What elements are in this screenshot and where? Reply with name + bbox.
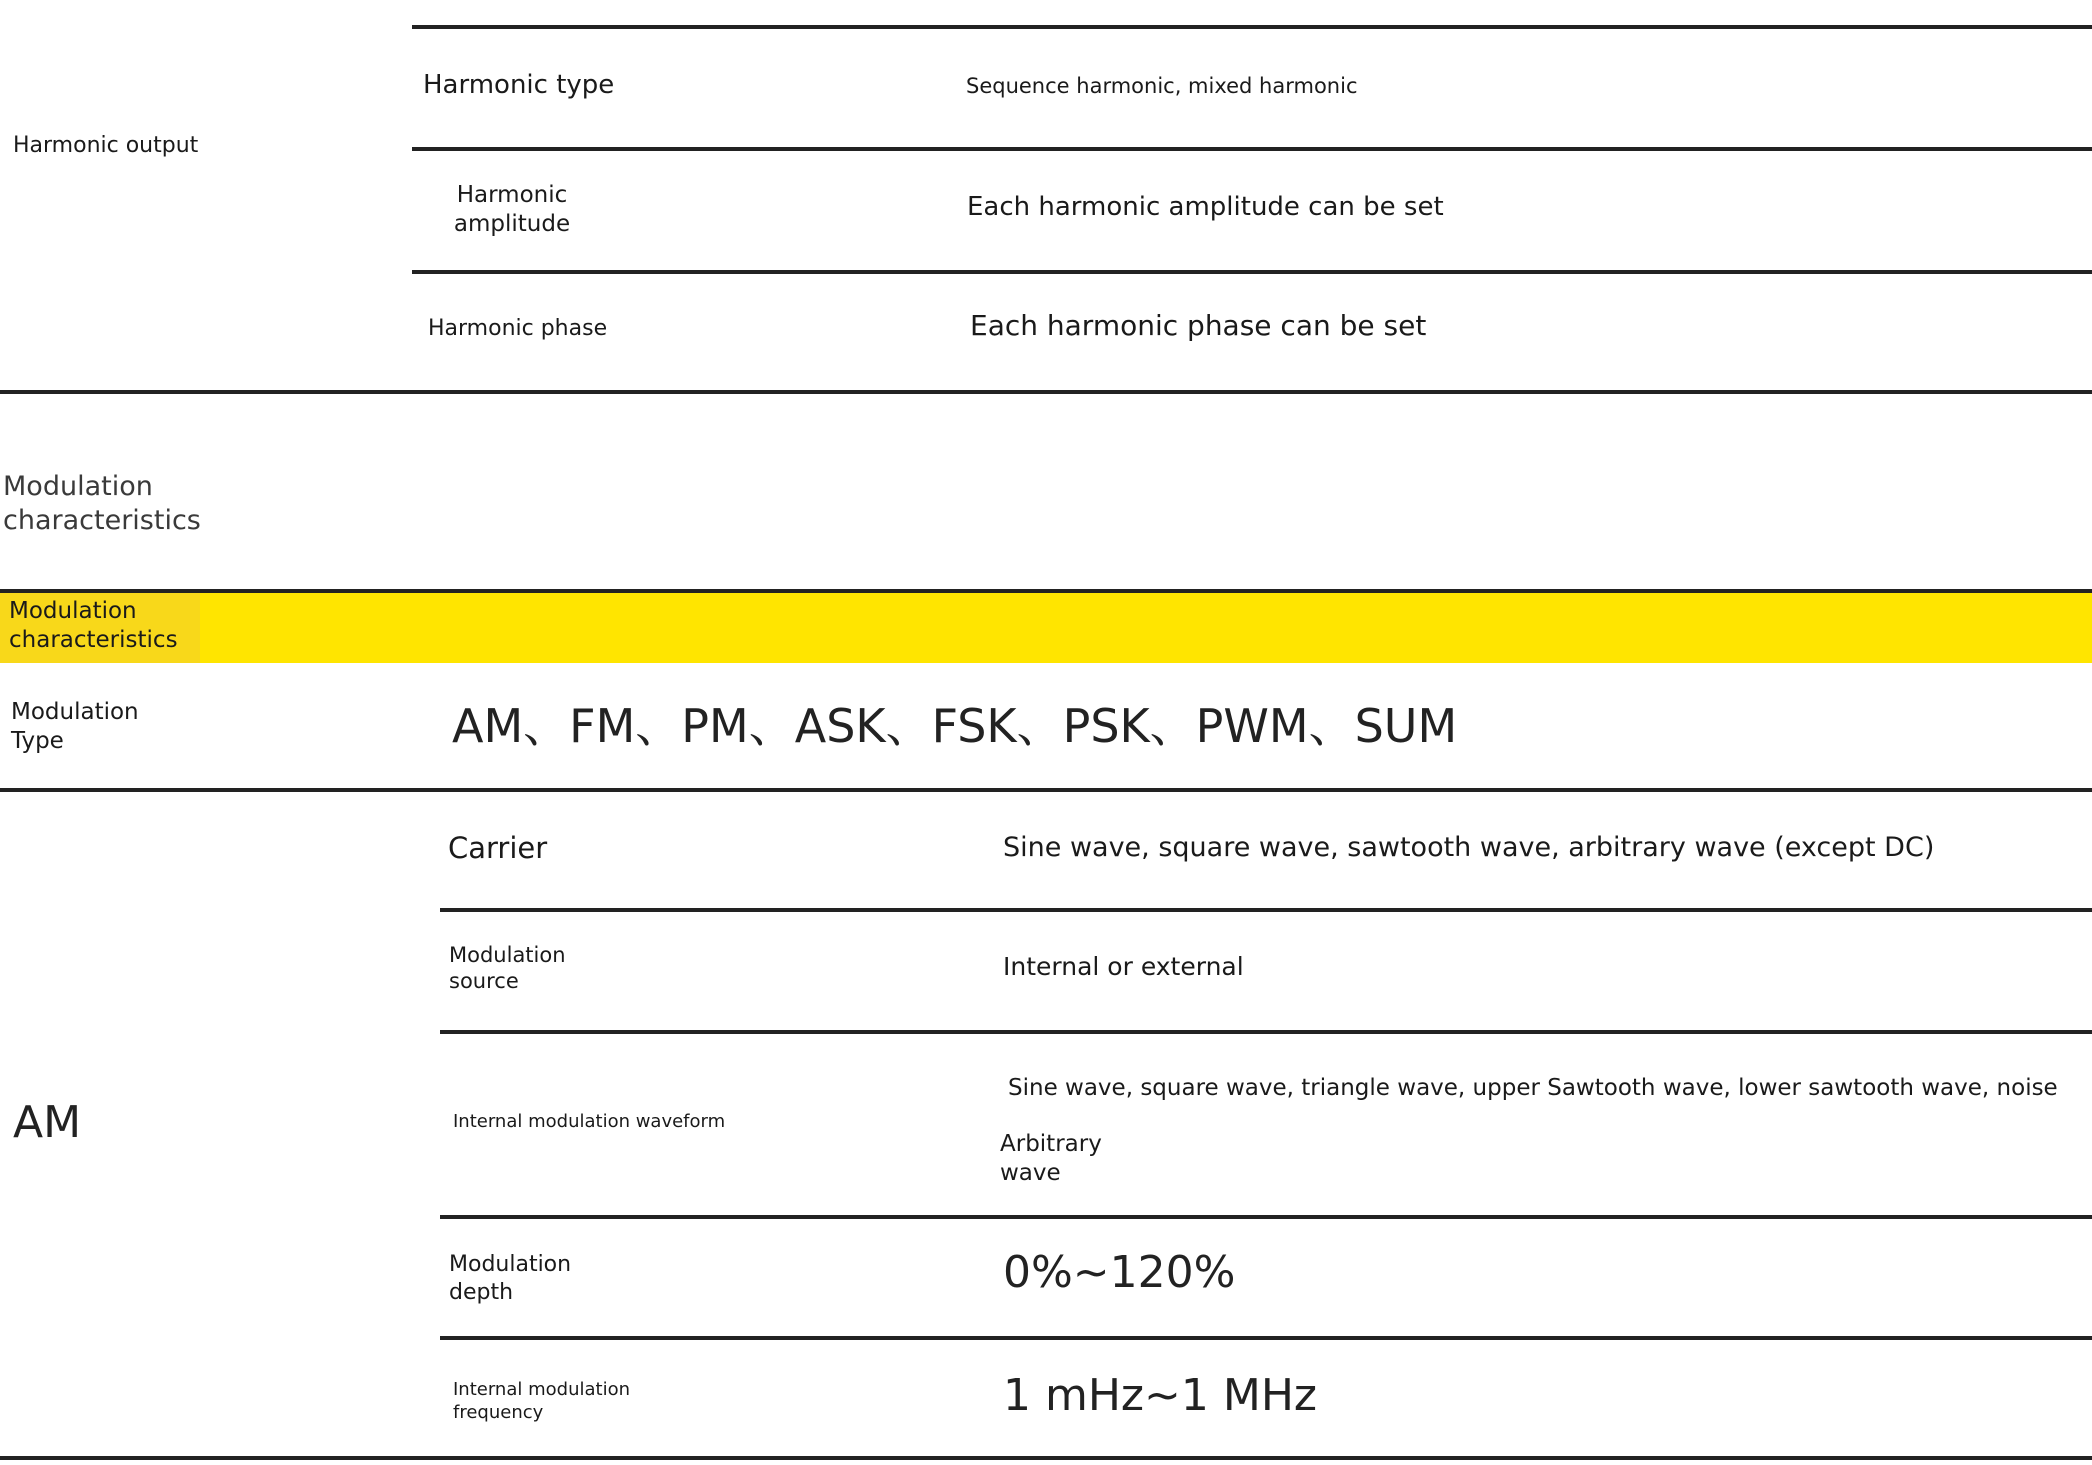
modulation-type-label: Modulation Type bbox=[11, 699, 139, 754]
divider bbox=[412, 25, 2092, 29]
row-label-internal-modulation-waveform: Internal modulation waveform bbox=[453, 1111, 726, 1132]
divider bbox=[440, 908, 2092, 912]
divider bbox=[0, 390, 2092, 394]
divider bbox=[412, 270, 2092, 274]
section-label-harmonic-output: Harmonic output bbox=[13, 133, 199, 158]
row-value-modulation-source: Internal or external bbox=[1003, 952, 1244, 981]
divider bbox=[440, 1030, 2092, 1034]
row-label-modulation-source: Modulation source bbox=[449, 943, 566, 994]
divider bbox=[440, 1215, 2092, 1219]
row-label-harmonic-type: Harmonic type bbox=[423, 70, 615, 100]
row-label-harmonic-amplitude: Harmonic amplitude bbox=[453, 182, 571, 237]
modulation-type-value: AM、FM、PM、ASK、FSK、PSK、PWM、SUM bbox=[452, 699, 1458, 753]
divider bbox=[440, 1336, 2092, 1340]
row-value-carrier: Sine wave, square wave, sawtooth wave, arbitrary wave (except DC) bbox=[1003, 832, 1935, 863]
modulation-heading: Modulation characteristics bbox=[3, 471, 201, 536]
modulation-band bbox=[0, 593, 2092, 663]
row-label-carrier: Carrier bbox=[448, 831, 548, 865]
row-label-internal-modulation-frequency: Internal modulation frequency bbox=[453, 1379, 630, 1423]
section-label-am: AM bbox=[13, 1097, 82, 1148]
divider bbox=[0, 1456, 2092, 1460]
divider bbox=[412, 147, 2092, 151]
row-value-harmonic-phase: Each harmonic phase can be set bbox=[970, 309, 1427, 342]
row-label-modulation-depth: Modulation depth bbox=[449, 1252, 572, 1305]
row-value-internal-modulation-frequency: 1 mHz~1 MHz bbox=[1003, 1370, 1318, 1421]
row-label-harmonic-phase: Harmonic phase bbox=[428, 316, 608, 341]
divider bbox=[0, 788, 2092, 792]
row-value-modulation-depth: 0%~120% bbox=[1003, 1247, 1236, 1298]
row-value-internal-modulation-waveform: Sine wave, square wave, triangle wave, upper Sawtooth wave, lower sawtooth wave, noise bbox=[1008, 1075, 2058, 1101]
modulation-band-label: Modulation characteristics bbox=[9, 598, 178, 653]
row-value-harmonic-type: Sequence harmonic, mixed harmonic bbox=[966, 74, 1358, 98]
row-value-arbitrary-wave: Arbitrary wave bbox=[1000, 1131, 1102, 1186]
row-value-harmonic-amplitude: Each harmonic amplitude can be set bbox=[967, 192, 1444, 222]
